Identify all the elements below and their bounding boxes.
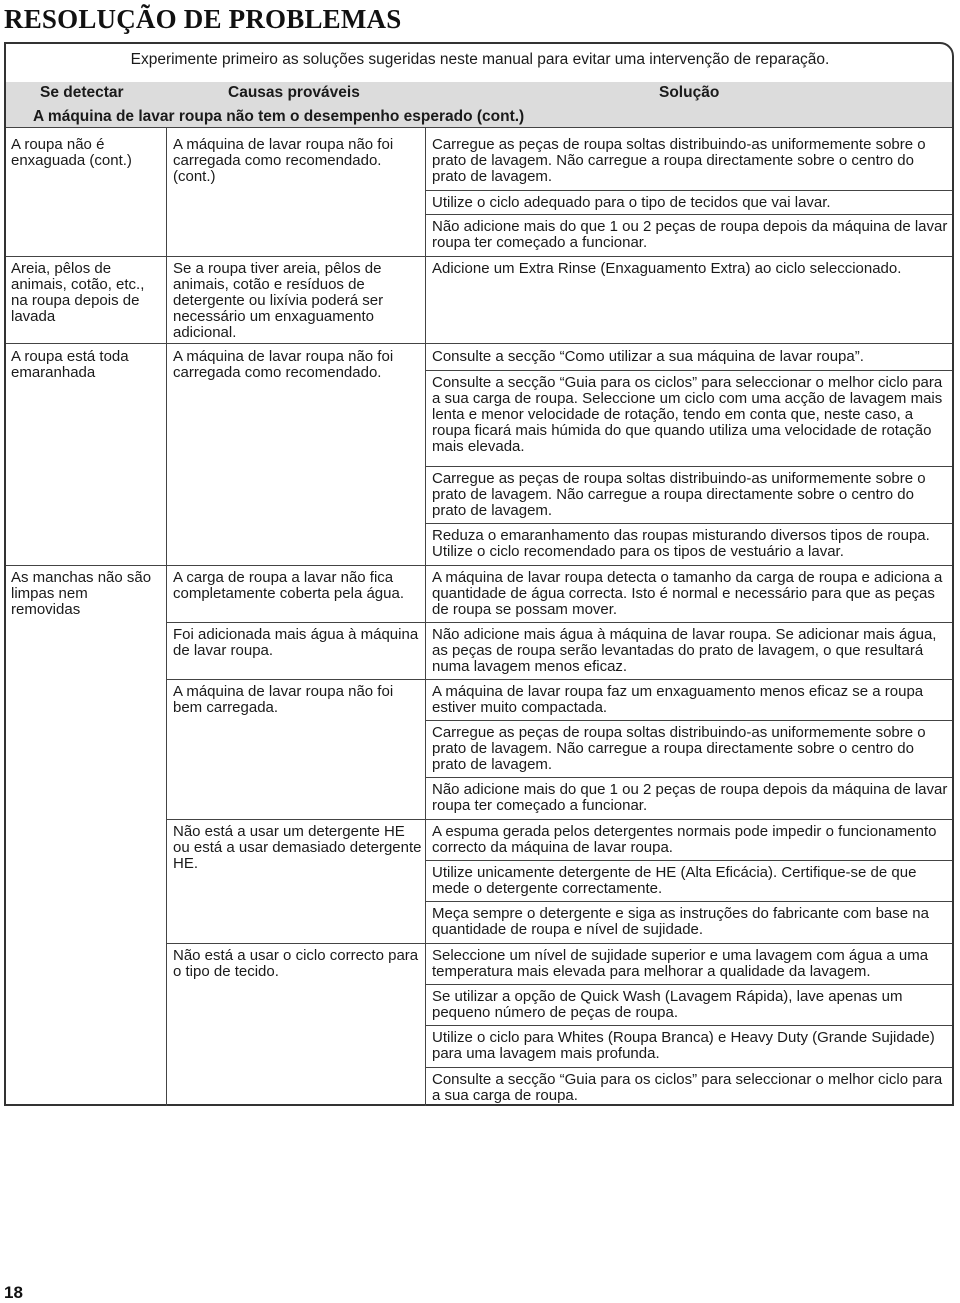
cause-cell: Se a roupa tiver areia, pêlos de animais, cotão e resíduos de detergente ou lixívia poderá ser necessário um enxaguamento adicional. [173,260,384,341]
cause-divider [166,819,952,820]
solution-cell: Adicione um Extra Rinse (Enxaguamento Extra) ao ciclo seleccionado. [432,260,902,277]
intro-text: Experimente primeiro as soluções sugeridas neste manual para evitar uma intervenção de reparação. [130,51,830,68]
solution-cell: Meça sempre o detergente e siga as instruções do fabricante com base na quantidade de roupa e nível de sujidade. [432,905,929,938]
page-number: 18 [4,1283,23,1302]
solution-divider [425,860,952,861]
problem-cell: A roupa não é enxaguada (cont.) [11,136,132,169]
solution-divider [425,984,952,985]
section-title: A máquina de lavar roupa não tem o desempenho esperado (cont.) [33,108,525,125]
problem-cell: A roupa está toda emaranhada [11,348,129,381]
solution-cell: Carregue as peças de roupa soltas distribuindo-as uniformemente sobre o prato de lavagem. Não carregue a roupa directamente sobre o centro do prato de lavagem. [432,470,926,519]
solution-divider [425,466,952,467]
solution-divider [425,523,952,524]
solution-divider [425,370,952,371]
page-title: RESOLUÇÃO DE PROBLEMAS [4,4,402,34]
solution-cell: A máquina de lavar roupa faz um enxaguamento menos eficaz se a roupa estiver muito compactada. [432,683,924,716]
problem-cell: Areia, pêlos de animais, cotão, etc., na roupa depois de lavada [11,260,145,325]
column-header-problem: Se detectar [40,84,124,101]
column-header-cause: Causas prováveis [228,84,360,101]
problem-cell: As manchas não são limpas nem removidas [11,569,152,618]
solution-cell: A máquina de lavar roupa detecta o tamanho da carga de roupa e adiciona a quantidade de água correcta. Isto é normal e necessário para que as peças de roupa se possam mover. [432,569,943,618]
row-divider [6,343,952,344]
solution-divider [425,777,952,778]
column-divider [166,128,167,1106]
cause-cell: A carga de roupa a lavar não fica completamente coberta pela água. [173,569,404,602]
solution-cell: Utilize o ciclo adequado para o tipo de tecidos que vai lavar. [432,194,831,211]
cause-divider [166,943,952,944]
solution-cell: Reduza o emaranhamento das roupas misturando diversos tipos de roupa. Utilize o ciclo recomendado para os tipos de vestuário a lavar. [432,527,930,560]
solution-divider [425,214,952,215]
solution-divider [425,190,952,191]
solution-cell: A espuma gerada pelos detergentes normais pode impedir o funcionamento correcto da máquina de lavar roupa. [432,823,937,856]
solution-cell: Não adicione mais água à máquina de lavar roupa. Se adicionar mais água, as peças de roupa serão levantadas do prato de lavagem, o que resultará numa lavagem menos eficaz. [432,626,937,675]
solution-divider [425,1025,952,1026]
cause-cell: A máquina de lavar roupa não foi carregada como recomendado. (cont.) [173,136,394,185]
solution-cell: Não adicione mais do que 1 ou 2 peças de roupa depois da máquina de lavar roupa ter começado a funcionar. [432,218,948,251]
solution-cell: Se utilizar a opção de Quick Wash (Lavagem Rápida), lave apenas um pequeno número de peças de roupa. [432,988,903,1021]
solution-divider [425,1067,952,1068]
solution-cell: Utilize unicamente detergente de HE (Alta Eficácia). Certifique-se de que mede o detergente correctamente. [432,864,917,897]
solution-divider [425,901,952,902]
cause-cell: A máquina de lavar roupa não foi carregada como recomendado. [173,348,394,381]
solution-cell: Carregue as peças de roupa soltas distribuindo-as uniformemente sobre o prato de lavagem. Não carregue a roupa directamente sobre o centro do prato de lavagem. [432,136,926,185]
row-divider [6,565,952,566]
cause-divider [166,622,952,623]
solution-cell: Consulte a secção “Guia para os ciclos” para seleccionar o melhor ciclo para a sua carga de roupa. Seleccione um ciclo com uma acção de lavagem mais lenta e menor velocidade de rotação, tendo em conta que, neste caso, a roupa ficará mais húmida do que quando utiliza uma velocidade de rotação mais elevada. [432,374,943,455]
cause-cell: Foi adicionada mais água à máquina de lavar roupa. [173,626,419,659]
cause-cell: Não está a usar um detergente HE ou está a usar demasiado detergente HE. [173,823,422,872]
column-header-solution: Solução [659,84,720,101]
column-header-bar [6,82,952,104]
cause-divider [166,679,952,680]
solution-cell: Utilize o ciclo para Whites (Roupa Branca) e Heavy Duty (Grande Sujidade) para uma lavagem mais profunda. [432,1029,935,1062]
solution-cell: Seleccione um nível de sujidade superior e uma lavagem com água a uma temperatura mais elevada para melhorar a qualidade da lavagem. [432,947,929,980]
cause-cell: A máquina de lavar roupa não foi bem carregada. [173,683,394,716]
cause-cell: Não está a usar o ciclo correcto para o tipo de tecido. [173,947,419,980]
solution-cell: Consulte a secção “Como utilizar a sua máquina de lavar roupa”. [432,348,864,365]
solution-cell: Não adicione mais do que 1 ou 2 peças de roupa depois da máquina de lavar roupa ter começado a funcionar. [432,781,948,814]
row-divider [6,256,952,257]
solution-cell: Carregue as peças de roupa soltas distribuindo-as uniformemente sobre o prato de lavagem. Não carregue a roupa directamente sobre o centro do prato de lavagem. [432,724,926,773]
solution-divider [425,720,952,721]
solution-cell: Consulte a secção “Guia para os ciclos” para seleccionar o melhor ciclo para a sua carga de roupa. [432,1071,943,1104]
column-divider [425,128,426,1106]
